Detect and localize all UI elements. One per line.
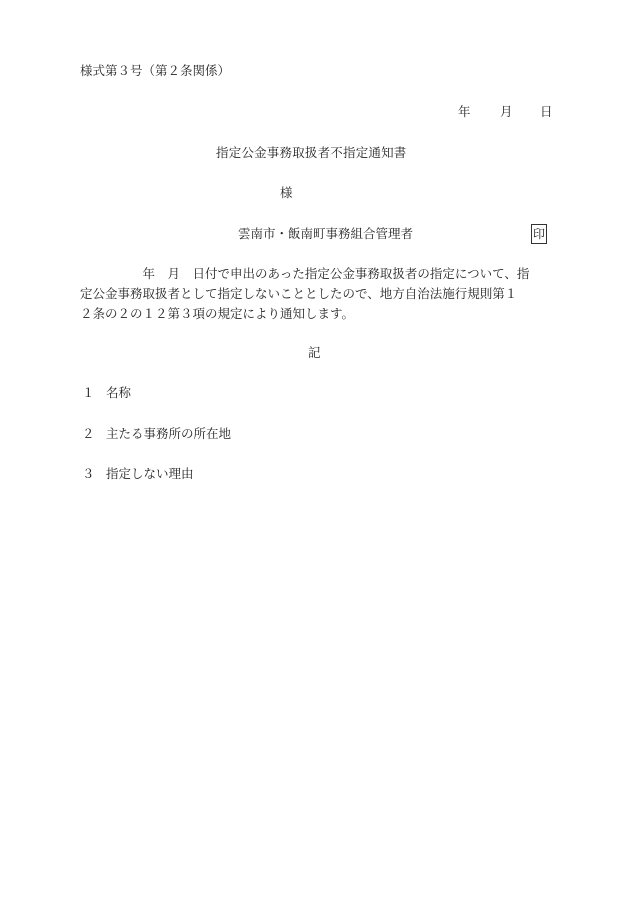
item-label: 主たる事務所の所在地 (106, 426, 232, 441)
item-number: ２ (82, 426, 95, 441)
body-text (80, 264, 548, 324)
sender-name: 雲南市・飯南町事務組合管理者 (238, 226, 414, 241)
list-item (82, 466, 194, 482)
body-line-1: 年 月 日付で申出のあった指定公金事務取扱者の指定について、指 (80, 266, 530, 281)
month-label: 月 (500, 104, 513, 119)
day-label: 日 (540, 104, 553, 119)
year-label: 年 (458, 104, 471, 119)
item-label: 指定しない理由 (106, 466, 194, 481)
note-heading: 記 (308, 345, 321, 360)
item-label: 名称 (106, 385, 132, 400)
seal-mark: 印 (531, 224, 547, 244)
document-title: 指定公金事務取扱者不指定通知書 (216, 145, 407, 160)
item-number: １ (82, 385, 95, 400)
form-number: 様式第３号（第２条関係） (80, 63, 231, 78)
body-line-3: ２条の２の１２第３項の規定により通知します。 (80, 306, 355, 321)
list-item (82, 385, 131, 401)
list-item (82, 426, 231, 442)
item-number: ３ (82, 466, 95, 481)
body-line-2: 定公金事務取扱者として指定しないこととしたので、地方自治法施行規則第１ (80, 286, 518, 301)
addressee-suffix: 様 (280, 185, 293, 200)
